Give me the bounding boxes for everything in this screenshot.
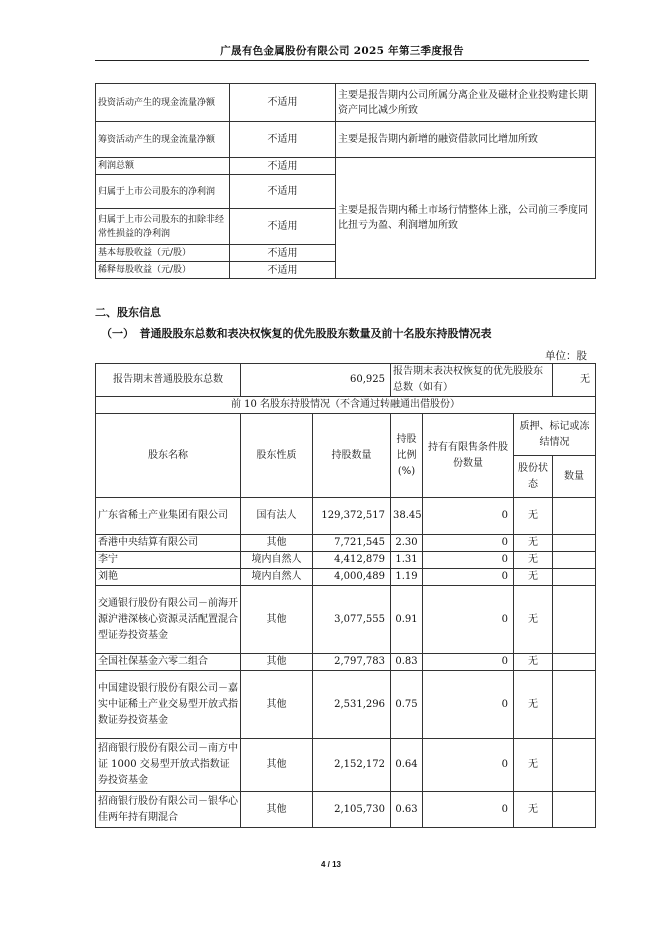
col-header-restricted: 持有有限售条件股份数量 [423,414,514,498]
cell-ratio: 1.19 [391,569,423,586]
cell-shares: 7,721,545 [313,535,391,552]
cell-nature: 其他 [241,739,313,792]
cell-ratio: 38.45 [391,498,423,535]
change-reason-table [95,83,596,279]
row-value: 不适用 [230,262,336,279]
shareholder-table [95,363,596,828]
pref-holders-label: 报告期末表决权恢复的优先股股东总数（如有） [391,364,553,397]
subsection-heading: （一） 普通股股东总数和表决权恢复的优先股股东数量及前十名股东持股情况表 [101,327,492,340]
cell-shares: 2,152,172 [313,739,391,792]
cell-status: 无 [514,671,553,739]
cell-restricted: 0 [423,654,514,671]
cell-name: 招商银行股份有限公司－银华心佳两年持有期混合 [96,792,241,828]
cell-nature: 其他 [241,792,313,828]
cell-count [553,739,596,792]
cell-count [553,792,596,828]
cell-count [553,552,596,569]
row-label: 筹资活动产生的现金流量净额 [96,122,230,158]
cell-status: 无 [514,552,553,569]
col-header-pledge: 质押、标记或冻结情况 [514,414,596,456]
table-row [96,739,596,792]
table-row [96,654,596,671]
cell-ratio: 0.64 [391,739,423,792]
cell-restricted: 0 [423,569,514,586]
cell-nature: 境内自然人 [241,552,313,569]
table-row [96,569,596,586]
col-header-ratio: 持股比例(%) [391,414,423,498]
table-row [96,552,596,569]
cell-shares: 2,797,783 [313,654,391,671]
cell-name: 交通银行股份有限公司－前海开源沪港深核心资源灵活配置混合型证券投资基金 [96,586,241,654]
header-row [96,414,596,456]
cell-status: 无 [514,654,553,671]
cell-nature: 其他 [241,671,313,739]
total-holders-value: 60,925 [241,364,391,397]
cell-ratio: 0.75 [391,671,423,739]
cell-restricted: 0 [423,498,514,535]
row-label: 基本每股收益（元/股） [96,245,230,262]
table-row [96,397,596,414]
row-label: 稀释每股收益（元/股） [96,262,230,279]
cell-name: 香港中央结算有限公司 [96,535,241,552]
table-row [96,158,596,175]
section-heading: 二、股东信息 [95,306,161,319]
cell-status: 无 [514,792,553,828]
cell-nature: 其他 [241,586,313,654]
cell-restricted: 0 [423,739,514,792]
row-label: 归属于上市公司股东的净利润 [96,175,230,209]
header-rule [95,60,589,61]
cell-nature: 国有法人 [241,498,313,535]
cell-ratio: 1.31 [391,552,423,569]
reason-text: 主要是报告期内公司所属分离企业及磁材企业投购建长期资产同比减少所致 [336,84,596,122]
row-value: 不适用 [230,175,336,209]
cell-name: 全国社保基金六零二组合 [96,654,241,671]
row-label: 投资活动产生的现金流量净额 [96,84,230,122]
cell-restricted: 0 [423,586,514,654]
reason-text: 主要是报告期内稀土市场行情整体上涨，公司前三季度同比扭亏为盈、利润增加所致 [336,158,596,279]
cell-status: 无 [514,535,553,552]
cell-restricted: 0 [423,792,514,828]
pref-holders-value: 无 [553,364,596,397]
cell-name: 中国建设银行股份有限公司－嘉实中证稀土产业交易型开放式指数证券投资基金 [96,671,241,739]
col-header-count: 数量 [553,456,596,498]
cell-ratio: 0.63 [391,792,423,828]
row-value: 不适用 [230,209,336,245]
reason-text: 主要是报告期内新增的融资借款同比增加所致 [336,122,596,158]
col-header-shares: 持股数量 [313,414,391,498]
cell-status: 无 [514,739,553,792]
cell-status: 无 [514,586,553,654]
page-number: 4 / 13 [320,860,341,869]
cell-restricted: 0 [423,535,514,552]
row-label: 归属于上市公司股东的扣除非经常性损益的净利润 [96,209,230,245]
row-value: 不适用 [230,158,336,175]
cell-name: 李宁 [96,552,241,569]
cell-shares: 2,105,730 [313,792,391,828]
col-header-status: 股份状态 [514,456,553,498]
table-row [96,84,596,122]
cell-count [553,654,596,671]
row-value: 不适用 [230,84,336,122]
unit-label: 单位：股 [545,350,587,362]
cell-count [553,498,596,535]
cell-status: 无 [514,569,553,586]
cell-shares: 4,000,489 [313,569,391,586]
cell-name: 招商银行股份有限公司－南方中证 1000 交易型开放式指数证券投资基金 [96,739,241,792]
report-header-title: 广晟有色金属股份有限公司 2025 年第三季度报告 [220,45,464,57]
cell-restricted: 0 [423,671,514,739]
cell-ratio: 0.91 [391,586,423,654]
table-row [96,364,596,397]
cell-shares: 129,372,517 [313,498,391,535]
cell-name: 广东省稀土产业集团有限公司 [96,498,241,535]
cell-ratio: 0.83 [391,654,423,671]
table-row [96,535,596,552]
cell-restricted: 0 [423,552,514,569]
cell-nature: 境内自然人 [241,569,313,586]
row-value: 不适用 [230,245,336,262]
col-header-nature: 股东性质 [241,414,313,498]
cell-count [553,569,596,586]
table-row [96,671,596,739]
cell-shares: 3,077,555 [313,586,391,654]
row-value: 不适用 [230,122,336,158]
row-label: 利润总额 [96,158,230,175]
col-header-name: 股东名称 [96,414,241,498]
cell-ratio: 2.30 [391,535,423,552]
total-holders-label: 报告期末普通股股东总数 [96,364,241,397]
cell-count [553,586,596,654]
cell-status: 无 [514,498,553,535]
table-row [96,586,596,654]
cell-name: 刘艳 [96,569,241,586]
table-row [96,122,596,158]
top10-caption: 前 10 名股东持股情况（不含通过转融通出借股份） [96,397,596,414]
cell-shares: 4,412,879 [313,552,391,569]
cell-count [553,535,596,552]
table-row [96,498,596,535]
cell-nature: 其他 [241,535,313,552]
cell-count [553,671,596,739]
cell-shares: 2,531,296 [313,671,391,739]
cell-nature: 其他 [241,654,313,671]
table-row [96,792,596,828]
